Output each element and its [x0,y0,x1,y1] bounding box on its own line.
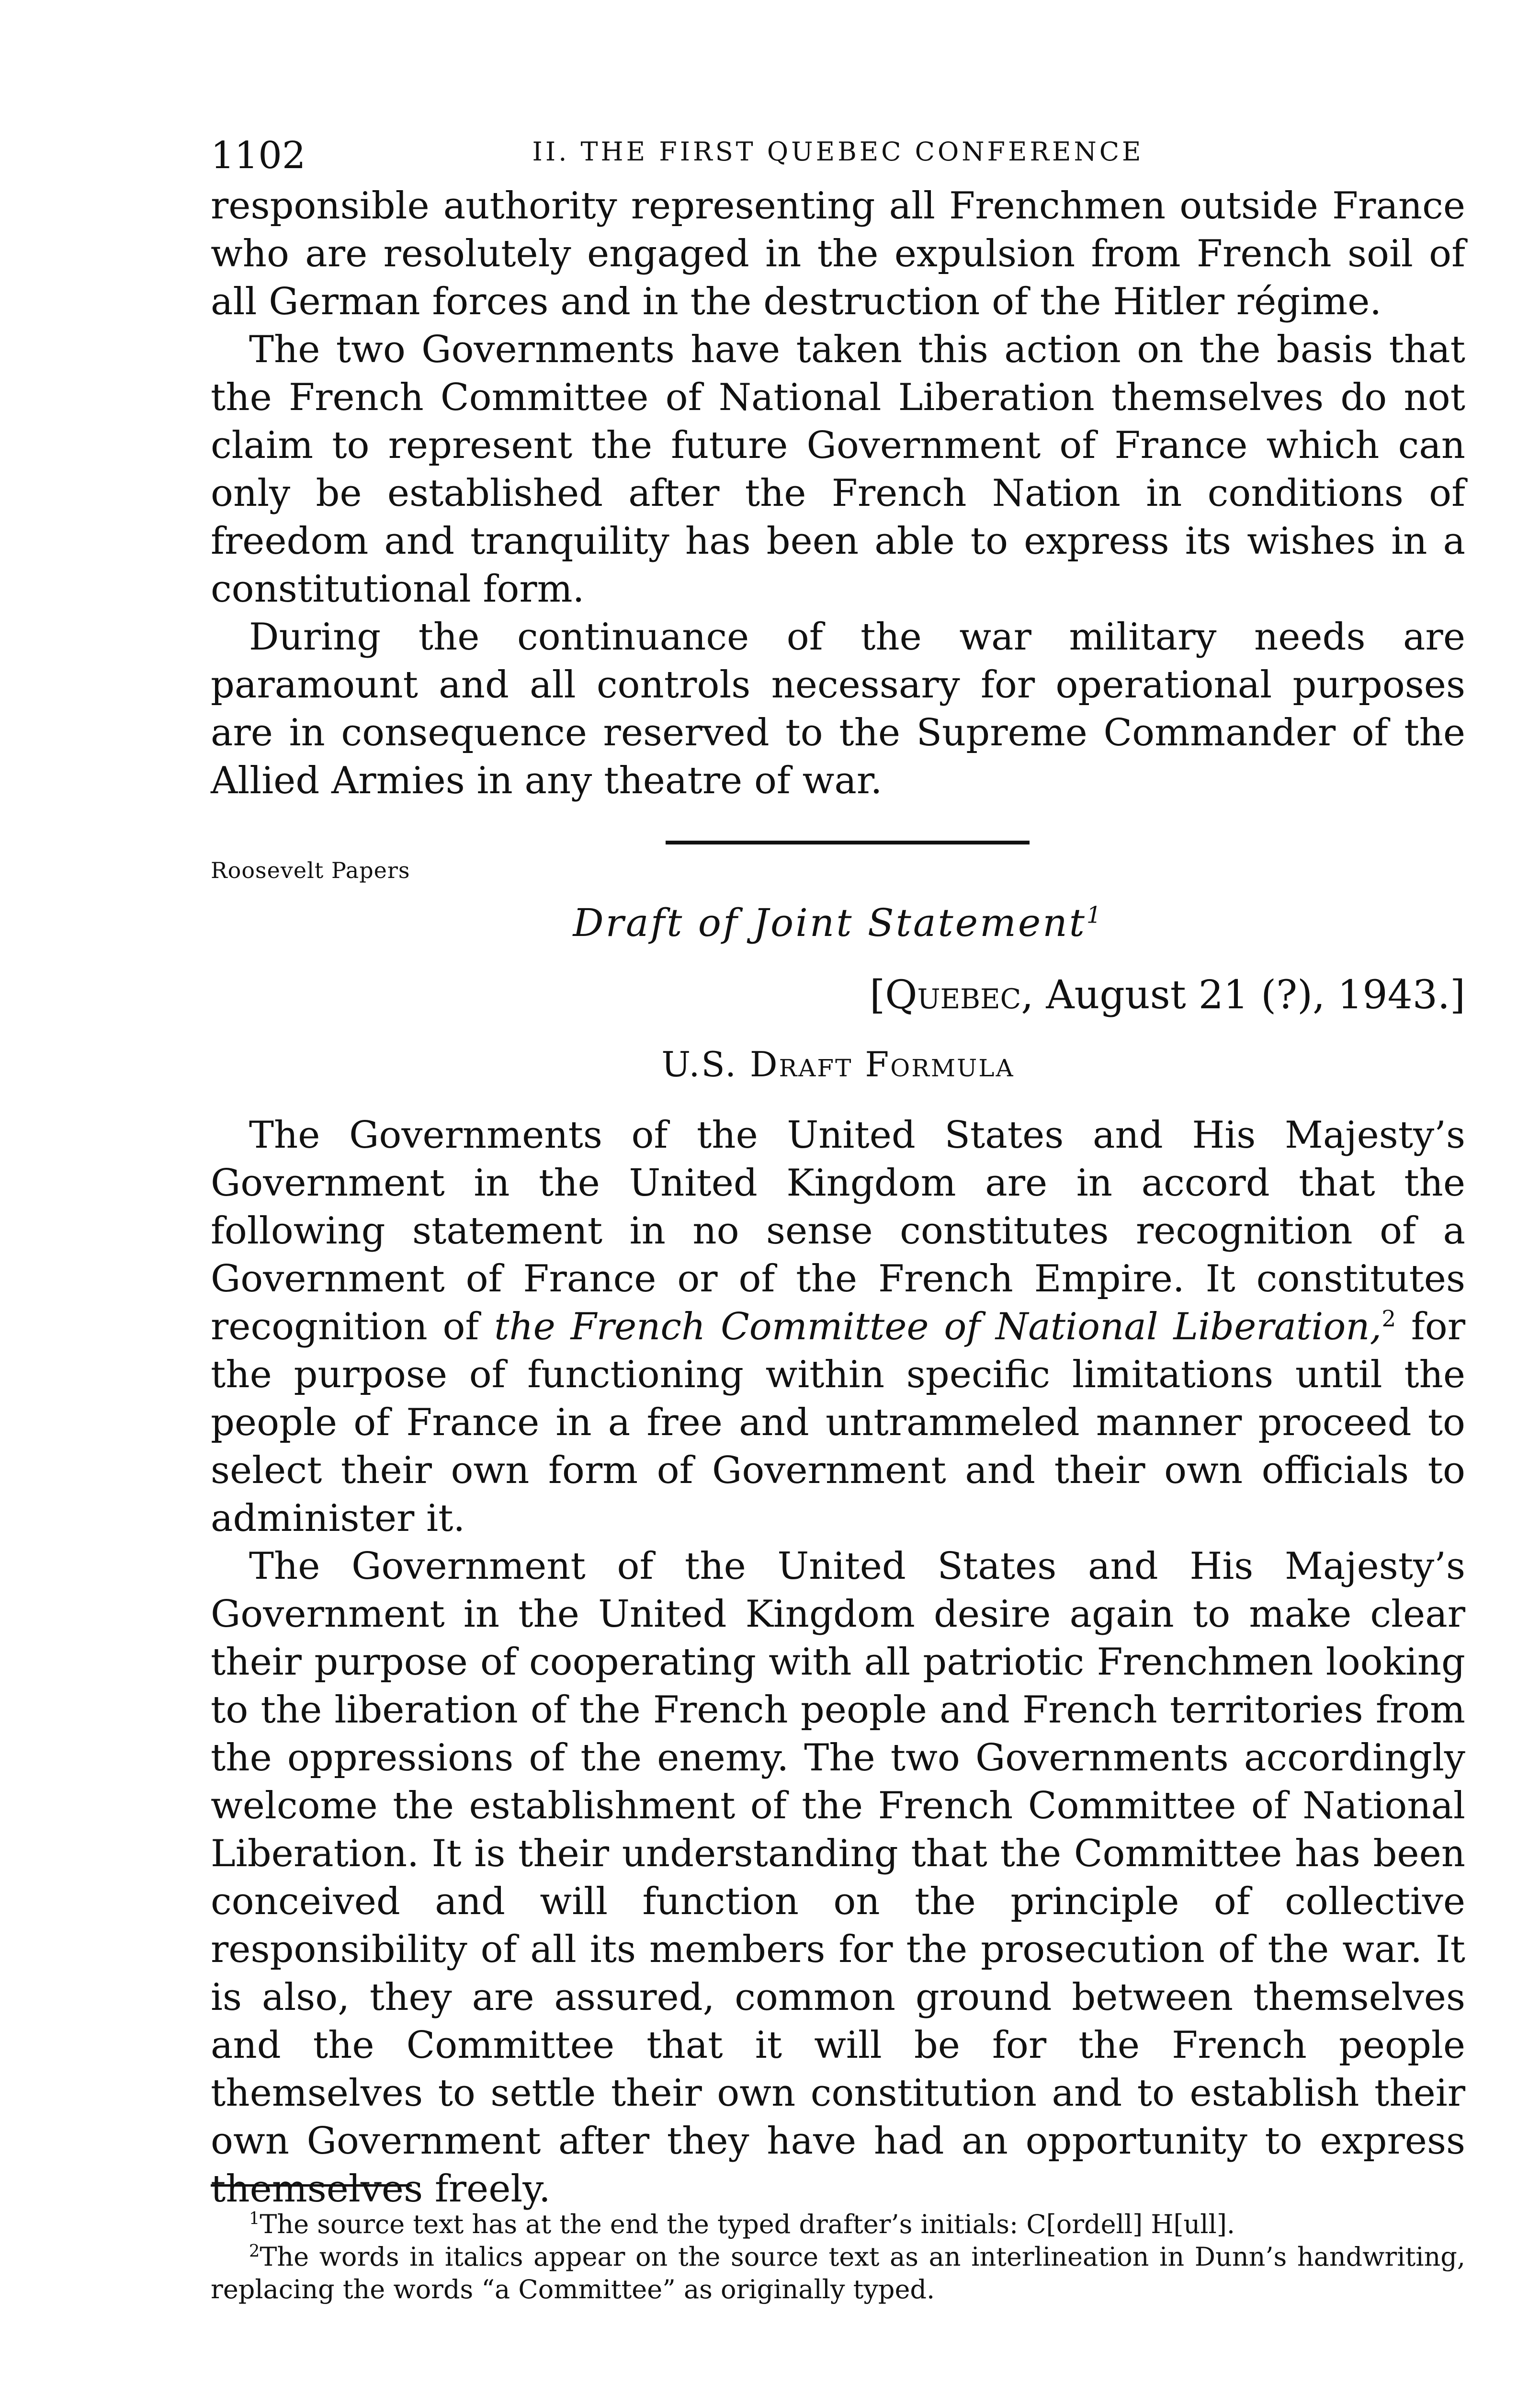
dateline [870,972,1465,1018]
section-divider-rule [666,841,1030,844]
paragraph-continued: responsible authority representing all Frenchmen outside France who are resolutely engaged in the expulsion from French soil of all German forces and in the destruction of the Hitler régime. [211,184,1465,323]
footnote-ref-2[interactable]: 2 [1381,1306,1396,1332]
footnote-1 [211,2208,1465,2241]
dateline-open: [ [870,972,885,1018]
footnote-rule [211,2184,412,2187]
footnote-ref-1[interactable]: 1 [1086,901,1103,929]
footnote-1-mark: 1 [249,2209,260,2228]
footnote-1-text: The source text has at the end the typed drafter’s initials: C[ordell] H[ull]. [260,2209,1235,2239]
footnotes [211,2208,1465,2306]
dateline-rest: , August 21 (?), 1943.] [1021,972,1465,1018]
paragraph-recognition-start: The Governments of the United States and His Majesty’s Government in the United Kingdom are in accord that the following statement in no sense constitutes recognition of a Government of France or of the French Empire. It constitutes recognition of [211,1114,1465,1348]
footnote-2 [211,2241,1465,2306]
running-head [211,129,1465,182]
paragraph-recognition-italic: the French Committee of National Liberation, [494,1305,1382,1348]
page-number: 1102 [211,134,306,177]
dateline-place: Quebec [885,972,1021,1018]
paragraph-governments-action: The two Governments have taken this action on the basis that the French Committee of National Liberation themselves do not claim to represent the future Government of France which can only be established after the French Nation in conditions of freedom and tranquility has been able to express its wishes in a constitutional form. [211,328,1465,611]
running-title: II. THE FIRST QUEBEC CONFERENCE [532,137,1144,167]
paragraph-military-needs: During the continuance of the war military needs are paramount and all controls necessary for operational purposes are in consequence reserved to the Supreme Commander of the Allied Armies in any theatre of war. [211,616,1465,802]
paragraph-recognition [211,1111,1465,1542]
footnote-2-text: The words in italics appear on the source text as an interlineation in Dunn’s handwriting, replacing the words “a Committee” as originally typed. [211,2242,1465,2304]
document-title [211,901,1465,945]
footnote-2-mark: 2 [249,2241,260,2261]
statement-body [211,1111,1465,2213]
paragraph-recognition-end: for the purpose of functioning within specific limitations until the people of France in a free and untrammeled manner proceed to select their own form of Government and their own officials to administer it. [211,1305,1465,1540]
document-page [211,129,1465,2304]
document-title-text: Draft of Joint Statement [573,901,1087,945]
section-heading: U.S. Draft Formula [661,1044,1015,1084]
source-label: Roosevelt Papers [211,857,410,883]
paragraph-cooperation: The Government of the United States and His Majesty’s Government in the United Kingdom desire again to make clear their purpose of cooperating with all patriotic Frenchmen looking to the liberation of the French people and French territories from the oppressions of the enemy. The two Governments accordingly welcome the establishment of the French Committee of National Liberation. It is their understanding that the Committee has been conceived and will function on the principle of collective responsibility of all its members for the prosecution of the war. It is also, they are assured, common ground between themselves and the Committee that it will be for the French people themselves to settle their own constitution and to establish their own Government after they have had an opportunity to express themselves freely. [211,1545,1465,2211]
continued-text [211,182,1465,805]
